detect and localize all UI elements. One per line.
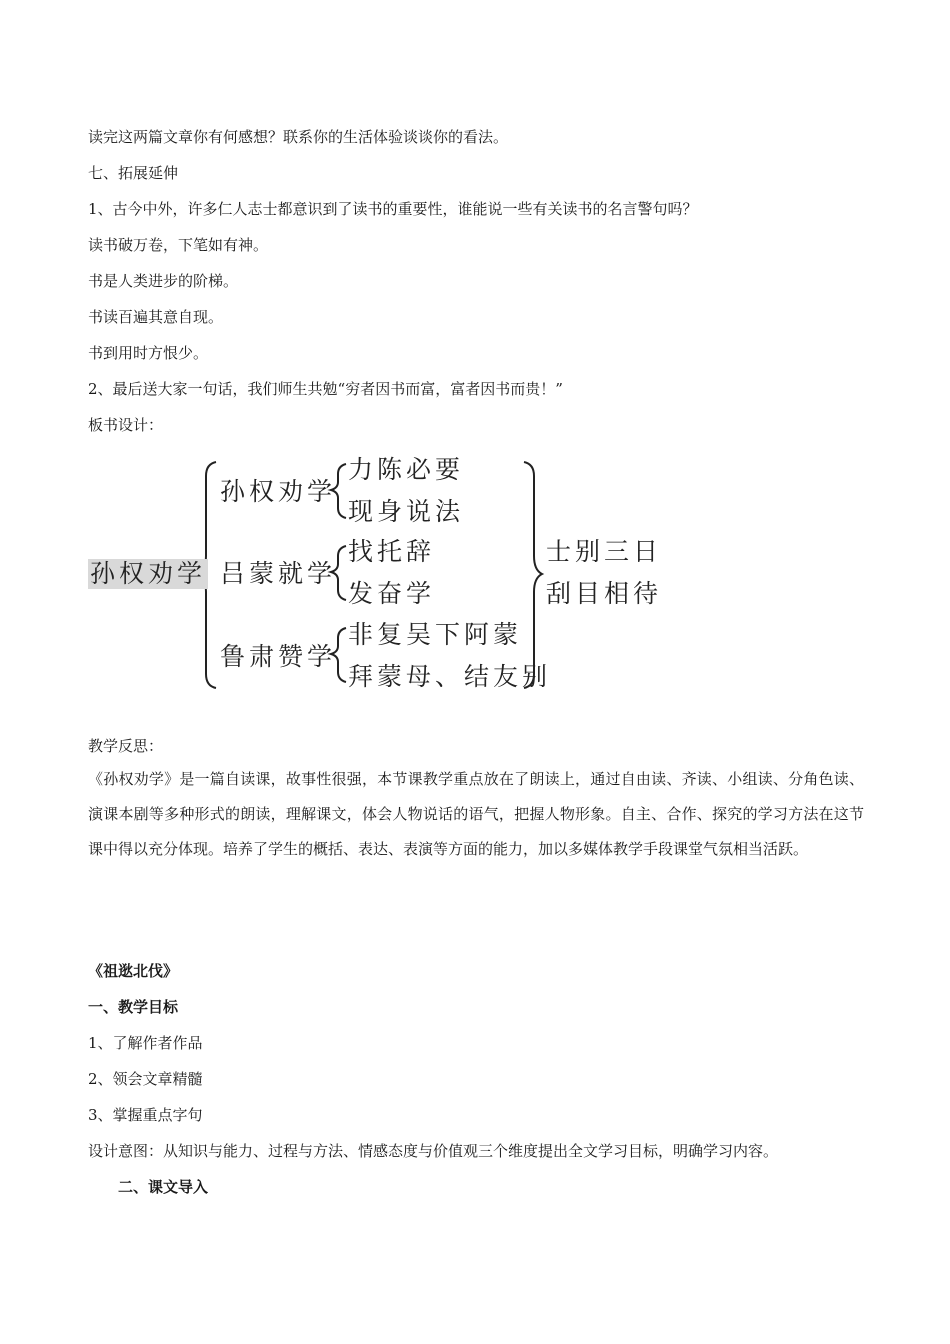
right-brace <box>524 462 542 688</box>
section-heading: 一、教学目标 <box>88 998 179 1016</box>
quote-line: 书到用时方恨少。 <box>88 344 209 362</box>
branch-label: 鲁肃赞学 <box>220 642 337 671</box>
design-intent: 设计意图：从知识与能力、过程与方法、情感态度与价值观三个维度提出全文学习目标，明确学习内容。 <box>88 1142 779 1160</box>
text-line: 1、古今中外，许多仁人志士都意识到了读书的重要性，谁能说一些有关读书的名言警句吗？ <box>88 200 698 218</box>
board-design-diagram <box>88 452 668 702</box>
goal-item: 3、掌握重点字句 <box>88 1106 203 1124</box>
board-design-label: 板书设计： <box>88 416 164 434</box>
goal-item: 2、领会文章精髓 <box>88 1070 203 1088</box>
diagram-root: 孙权劝学 <box>90 559 207 588</box>
quote-line: 书读百遍其意自现。 <box>88 308 224 326</box>
branch-item: 力陈必要 <box>348 455 465 484</box>
branch-item: 现身说法 <box>348 497 465 526</box>
text-line: 读完这两篇文章你有何感想？联系你的生活体验谈谈你的看法。 <box>88 128 509 146</box>
lesson-title: 《祖逖北伐》 <box>88 962 179 980</box>
text-line: 2、最后送大家一句话，我们师生共勉“穷者因书而富，富者因书而贵！” <box>88 380 563 398</box>
branch-item: 找托辞 <box>348 537 436 566</box>
section-heading: 二、课文导入 <box>118 1178 209 1196</box>
branch-item: 拜蒙母、结友别 <box>348 662 552 691</box>
quote-line: 书是人类进步的阶梯。 <box>88 272 239 290</box>
conclusion-line: 士别三日 <box>546 537 663 566</box>
branch-label: 吕蒙就学 <box>220 559 337 588</box>
reflection-body: 《孙权劝学》是一篇自读课，故事性很强，本节课教学重点放在了朗读上，通过自由读、齐读、小组读、分角色读、演课本剧等多种形式的朗读，理解课文，体会人物说话的语气，把握人物形象。自主、合作、探究的学习方法在这节课中得以充分体现。培养了学生的概括、表达、表演等方面的能力，加以多媒体教学手段课堂气氛相当活跃。 <box>88 770 864 858</box>
goal-item: 1、了解作者作品 <box>88 1034 203 1052</box>
branch-item: 非复吴下阿蒙 <box>348 620 523 649</box>
quote-line: 读书破万卷，下笔如有神。 <box>88 236 269 254</box>
branch-item: 发奋学 <box>348 579 436 608</box>
section-heading: 七、拓展延伸 <box>88 164 179 182</box>
conclusion-line: 刮目相待 <box>546 579 663 608</box>
branch-label: 孙权劝学 <box>220 477 337 506</box>
reflection-title: 教学反思： <box>88 737 164 755</box>
